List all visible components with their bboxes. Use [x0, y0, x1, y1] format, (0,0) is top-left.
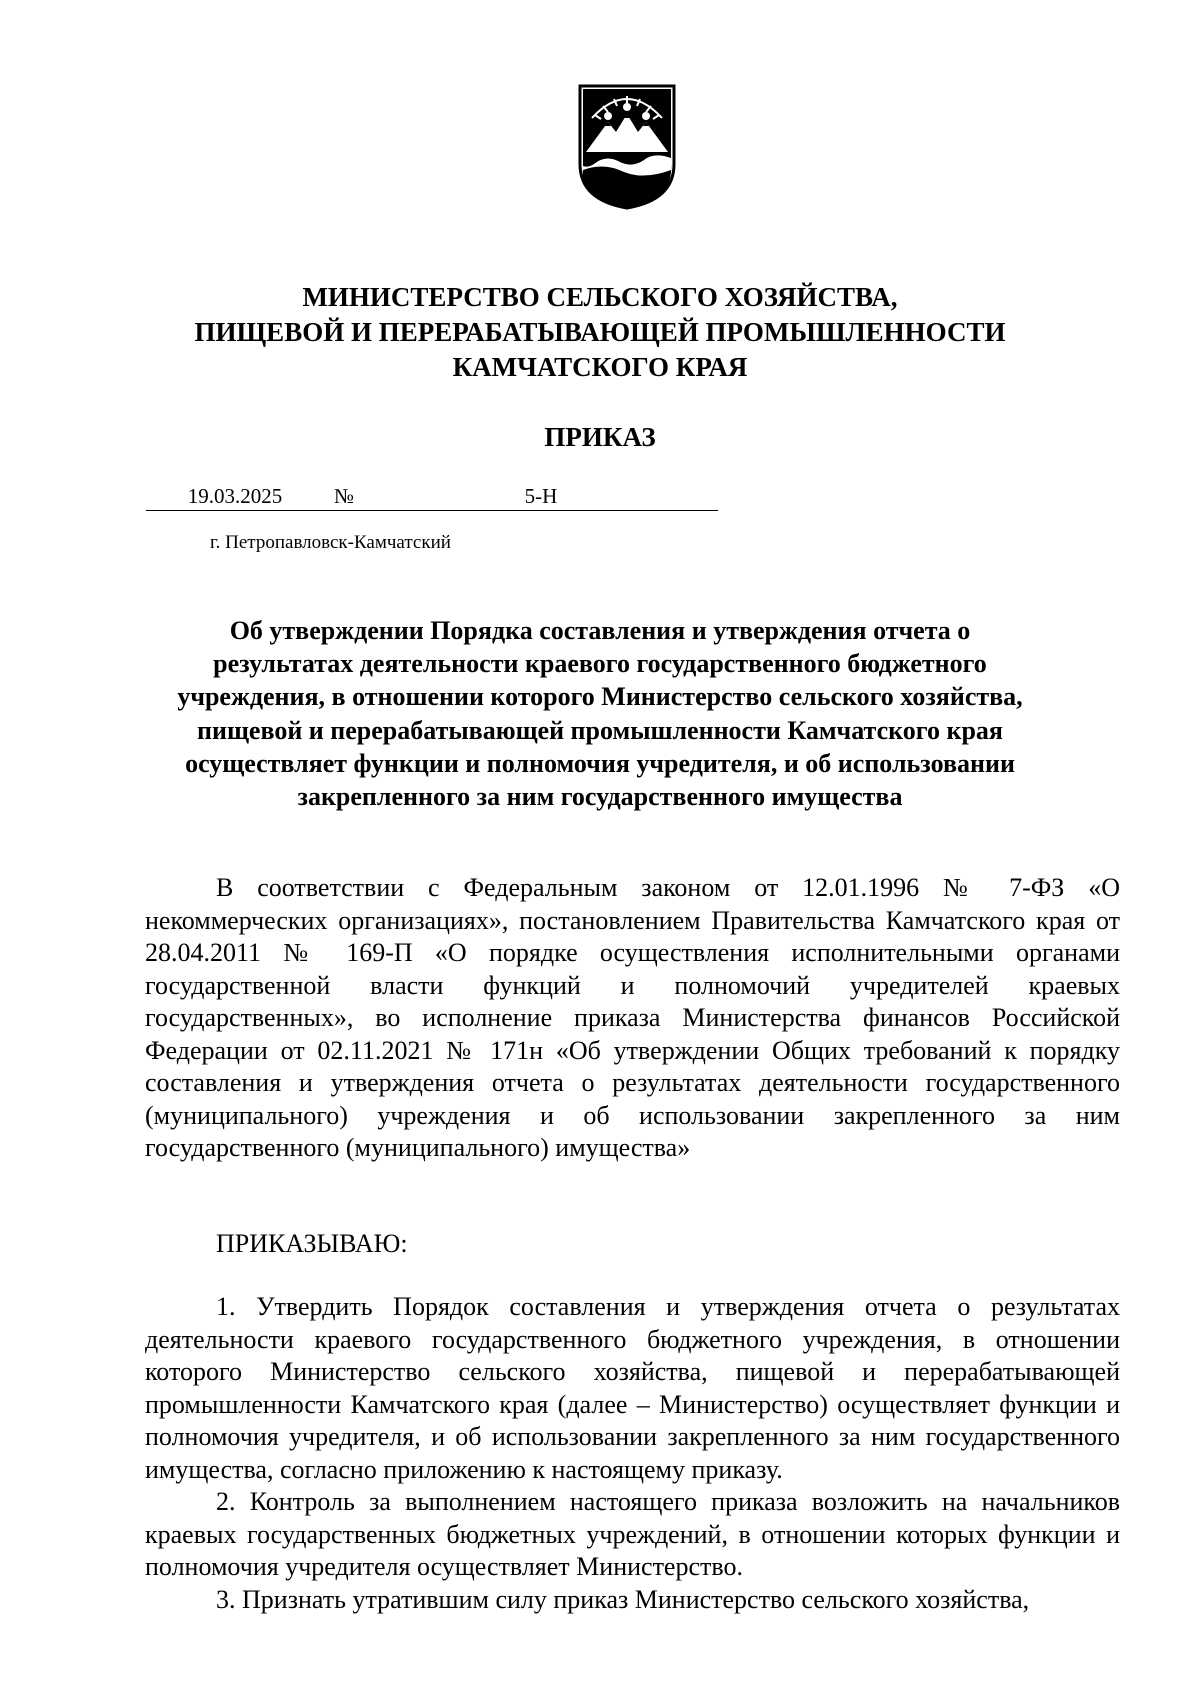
- title-line: пищевой и перерабатывающей промышленности Камчатского края: [197, 715, 1003, 745]
- title-line: осуществляет функции и полномочия учредителя, и об использовании: [185, 748, 1015, 778]
- order-item-2: 2. Контроль за выполнением настоящего приказа возложить на начальников краевых государственных бюджетных учреждений, в отношении которых функции и полномочия учредителя осуществляет Министерство.: [145, 1487, 1120, 1581]
- title-line: закрепленного за ним государственного имущества: [297, 782, 903, 812]
- ministry-line-2: ПИЩЕВОЙ И ПЕРЕРАБАТЫВАЮЩЕЙ ПРОМЫШЛЕННОСТИ: [194, 317, 1006, 347]
- ministry-line-3: КАМЧАТСКОГО КРАЯ: [452, 352, 748, 382]
- kamchatka-coat-of-arms-icon: [574, 82, 680, 210]
- preamble-section: [145, 872, 1120, 1165]
- document-date: 19.03.2025: [146, 482, 324, 511]
- order-word: ПРИКАЗЫВАЮ:: [216, 1229, 408, 1258]
- document-type: ПРИКАЗ: [544, 422, 656, 452]
- title-line: учреждения, в отношении которого Министерство сельского хозяйства,: [177, 682, 1023, 712]
- order-item-1: 1. Утвердить Порядок составления и утверждения отчета о результатах деятельности краевого государственного бюджетного учреждения, в отношении которого Министерство сельского хозяйства, пищевой и перерабатывающей промышленности Камчатского края (далее – Министерство) осуществляет функции и полномочия учредителя, и об использовании закрепленного за ним государственного имущества, согласно приложению к настоящему приказу.: [145, 1292, 1120, 1484]
- order-items: [145, 1291, 1120, 1616]
- ministry-name: [140, 280, 1060, 385]
- document-title: [140, 614, 1060, 813]
- order-item-3: 3. Признать утратившим силу приказ Министерство сельского хозяйства,: [216, 1584, 1030, 1614]
- preamble-paragraph: В соответствии с Федеральным законом от 12.01.1996 № 7-ФЗ «О некоммерческих организациях», постановлением Правительства Камчатского края от 28.04.2011 № 169-П «О порядке осуществления исполнительными органами государственной власти функций и полномочий учредителей краевых государственных», во исполнение приказа Министерства финансов Российской Федерации от 02.11.2021 № 171н «Об утверждении Общих требований к порядку составления и утверждения отчета о результатах деятельности государственного (муниципального) учреждения и об использовании закрепленного за ним государственного (муниципального) имущества»: [145, 873, 1120, 1162]
- title-line: Об утверждении Порядка составления и утверждения отчета о: [229, 616, 971, 645]
- ministry-line-1: МИНИСТЕРСТВО СЕЛЬСКОГО ХОЗЯЙСТВА,: [302, 282, 898, 312]
- number-sign: №: [324, 482, 364, 511]
- city-name: г. Петропавловск-Камчатский: [210, 532, 451, 553]
- title-line: результатах деятельности краевого государственного бюджетного: [213, 649, 987, 679]
- document-number: 5-Н: [364, 482, 718, 511]
